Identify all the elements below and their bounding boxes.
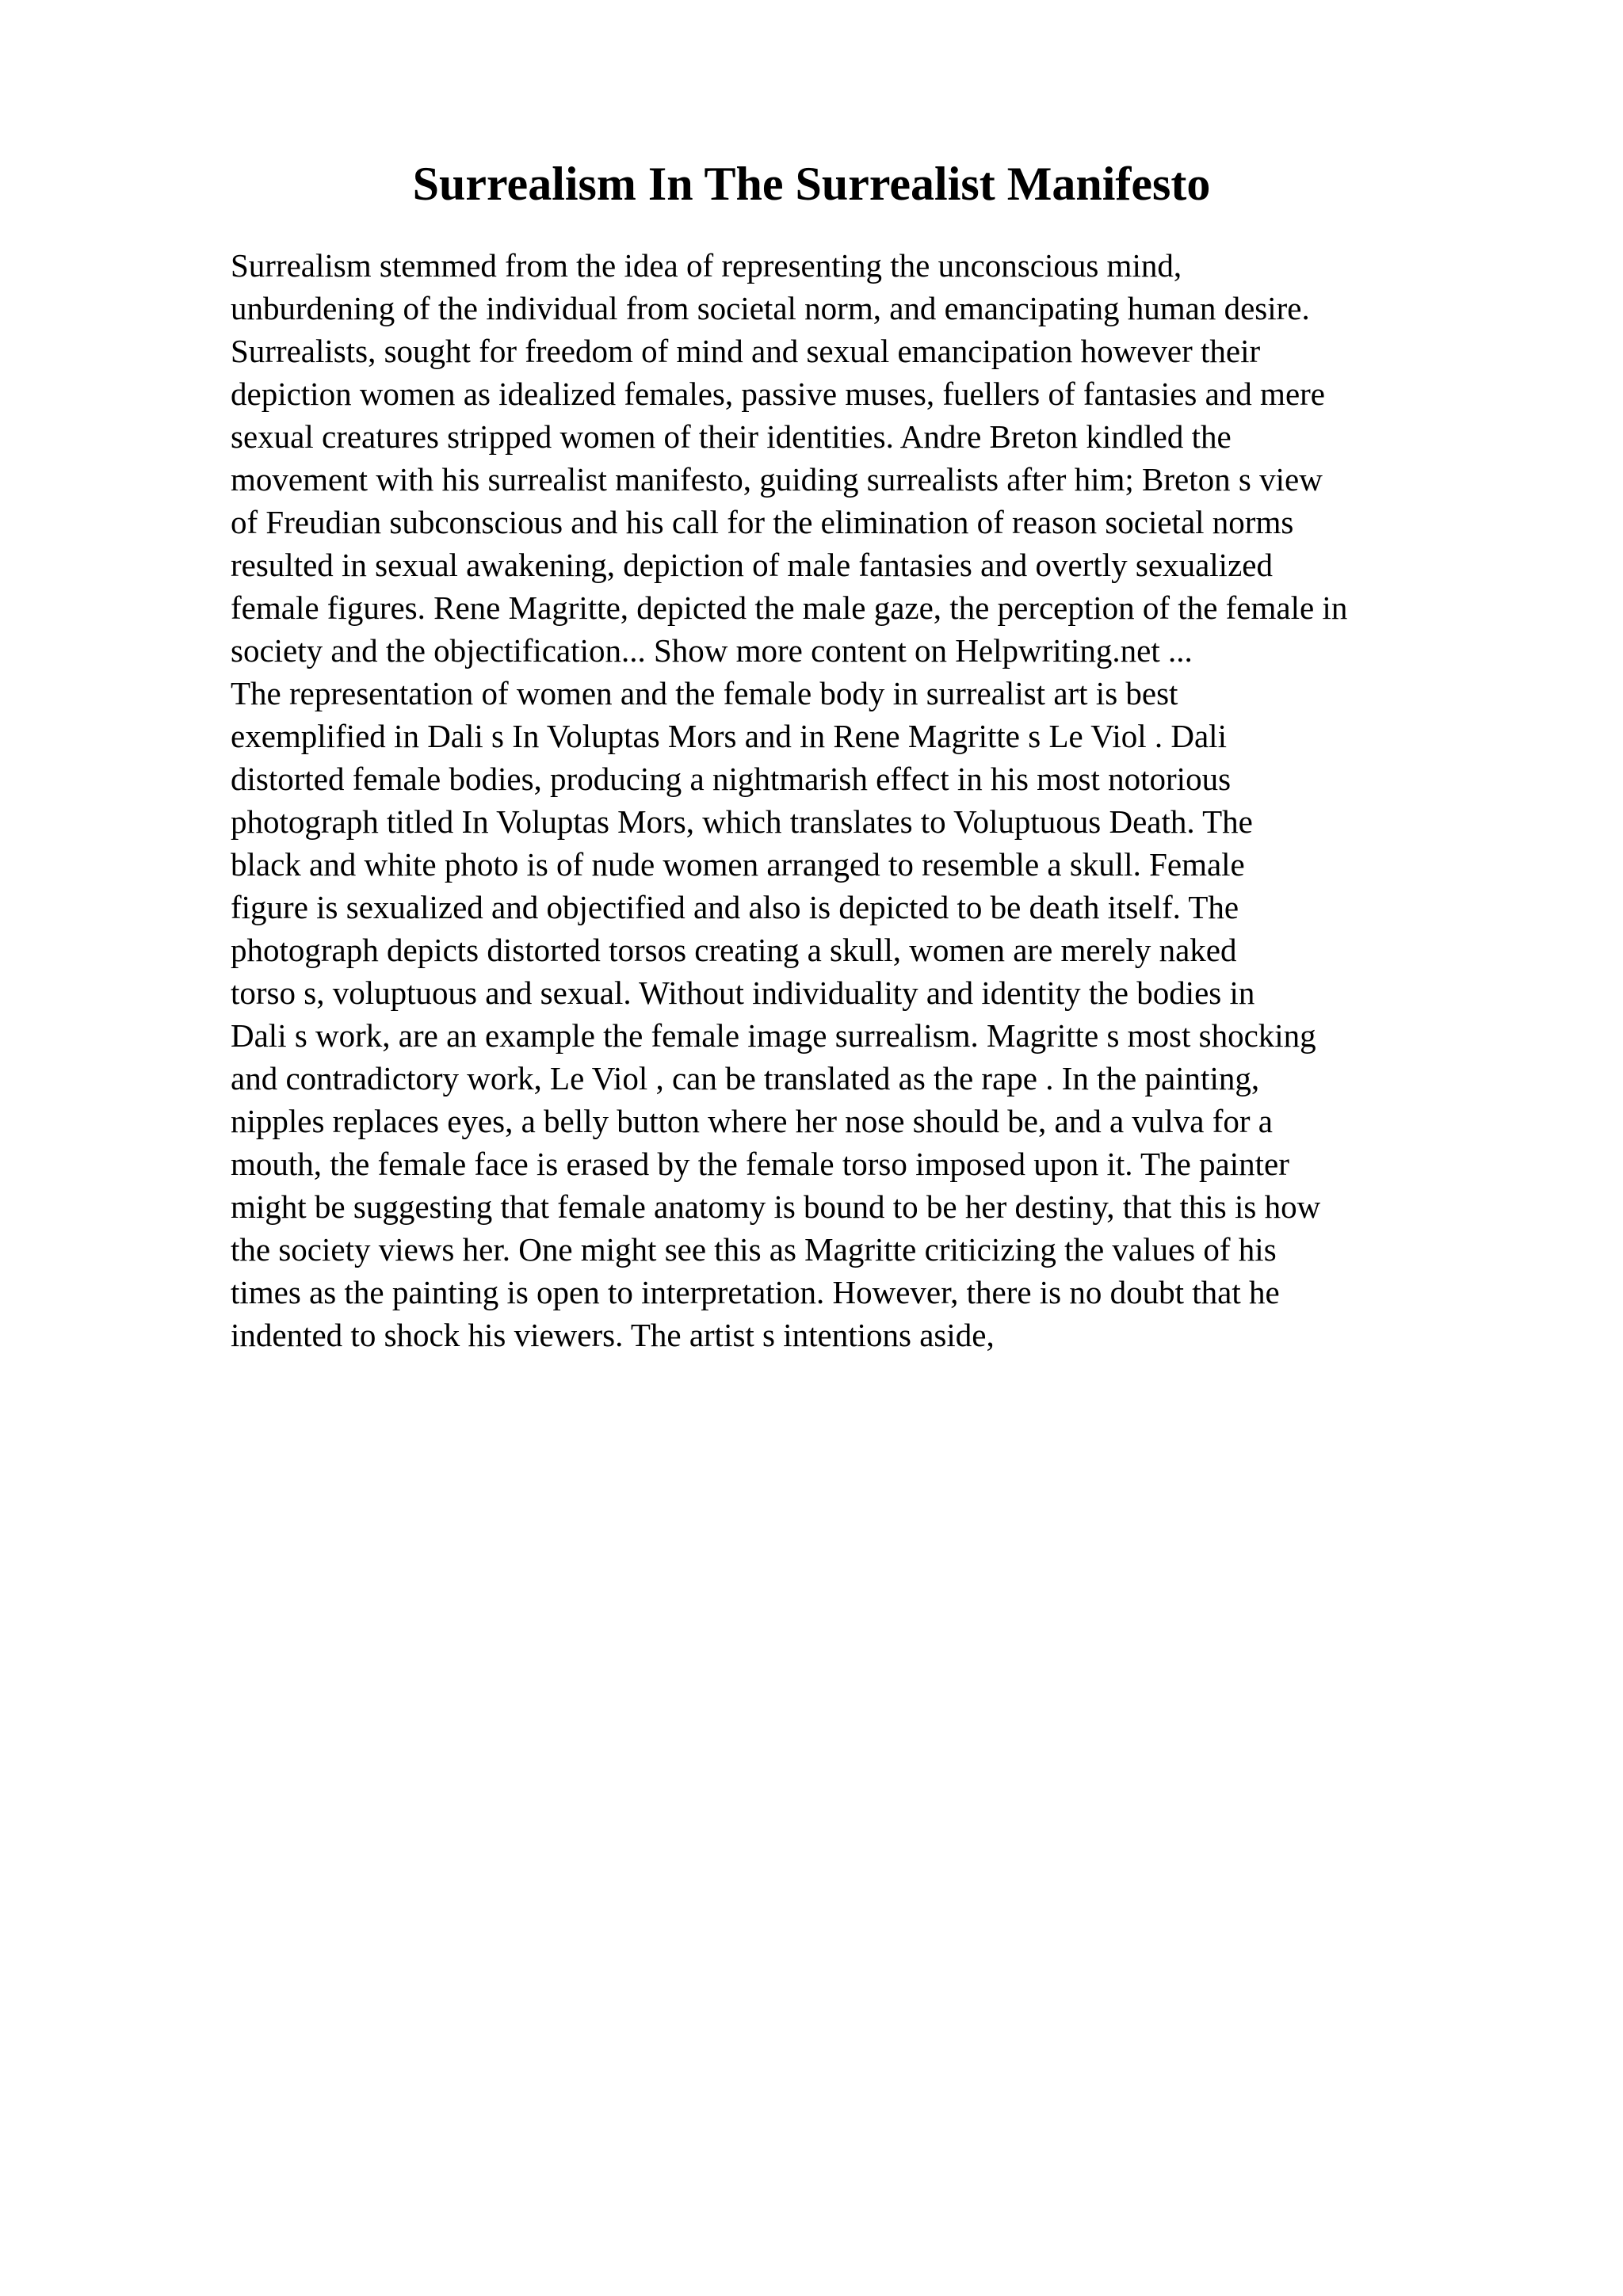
text-line: figure is sexualized and objectified and also is depicted to be death itself. The — [231, 889, 1239, 925]
text-line: female figures. Rene Magritte, depicted the male gaze, the perception of the female in — [231, 589, 1348, 626]
text-line: and contradictory work, Le Viol , can be translated as the rape . In the painting, — [231, 1060, 1260, 1097]
text-line: Surrealists, sought for freedom of mind and sexual emancipation however their — [231, 333, 1261, 369]
document-body — [231, 244, 1514, 1356]
text-line: Surrealism stemmed from the idea of representing the unconscious mind, — [231, 247, 1182, 284]
text-line: might be suggesting that female anatomy is bound to be her destiny, that this is how — [231, 1188, 1321, 1225]
text-line: torso s, voluptuous and sexual. Without individuality and identity the bodies in — [231, 974, 1255, 1011]
text-line: distorted female bodies, producing a nightmarish effect in his most notorious — [231, 761, 1232, 797]
text-line: of Freudian subconscious and his call for the elimination of reason societal norms — [231, 504, 1294, 540]
text-line: black and white photo is of nude women arranged to resemble a skull. Female — [231, 846, 1245, 883]
text-line: nipples replaces eyes, a belly button where her nose should be, and a vulva for a — [231, 1103, 1273, 1139]
text-line: resulted in sexual awakening, depiction of male fantasies and overtly sexualized — [231, 547, 1273, 583]
text-line: photograph titled In Voluptas Mors, which translates to Voluptuous Death. The — [231, 803, 1253, 840]
text-line: unburdening of the individual from societal norm, and emancipating human desire. — [231, 290, 1310, 326]
text-line: the society views her. One might see this as Magritte criticizing the values of his — [231, 1231, 1277, 1268]
text-line: photograph depicts distorted torsos creating a skull, women are merely naked — [231, 932, 1237, 968]
text-line: movement with his surrealist manifesto, guiding surrealists after him; Breton s view — [231, 461, 1323, 498]
text-line: Dali s work, are an example the female image surrealism. Magritte s most shocking — [231, 1017, 1316, 1054]
document-title: Surrealism In The Surrealist Manifesto — [412, 158, 1211, 210]
text-line: society and the objectification... Show more content on Helpwriting.net ... — [231, 632, 1193, 669]
text-line: indented to shock his viewers. The artist s intentions aside, — [231, 1317, 995, 1353]
text-line: mouth, the female face is erased by the female torso imposed upon it. The painter — [231, 1146, 1289, 1182]
text-line: sexual creatures stripped women of their identities. Andre Breton kindled the — [231, 418, 1232, 455]
text-line: times as the painting is open to interpretation. However, there is no doubt that he — [231, 1274, 1280, 1310]
text-line: exemplified in Dali s In Voluptas Mors and in Rene Magritte s Le Viol . Dali — [231, 718, 1227, 754]
text-line: The representation of women and the female body in surrealist art is best — [231, 675, 1178, 711]
text-line: depiction women as idealized females, passive muses, fuellers of fantasies and mere — [231, 376, 1325, 412]
